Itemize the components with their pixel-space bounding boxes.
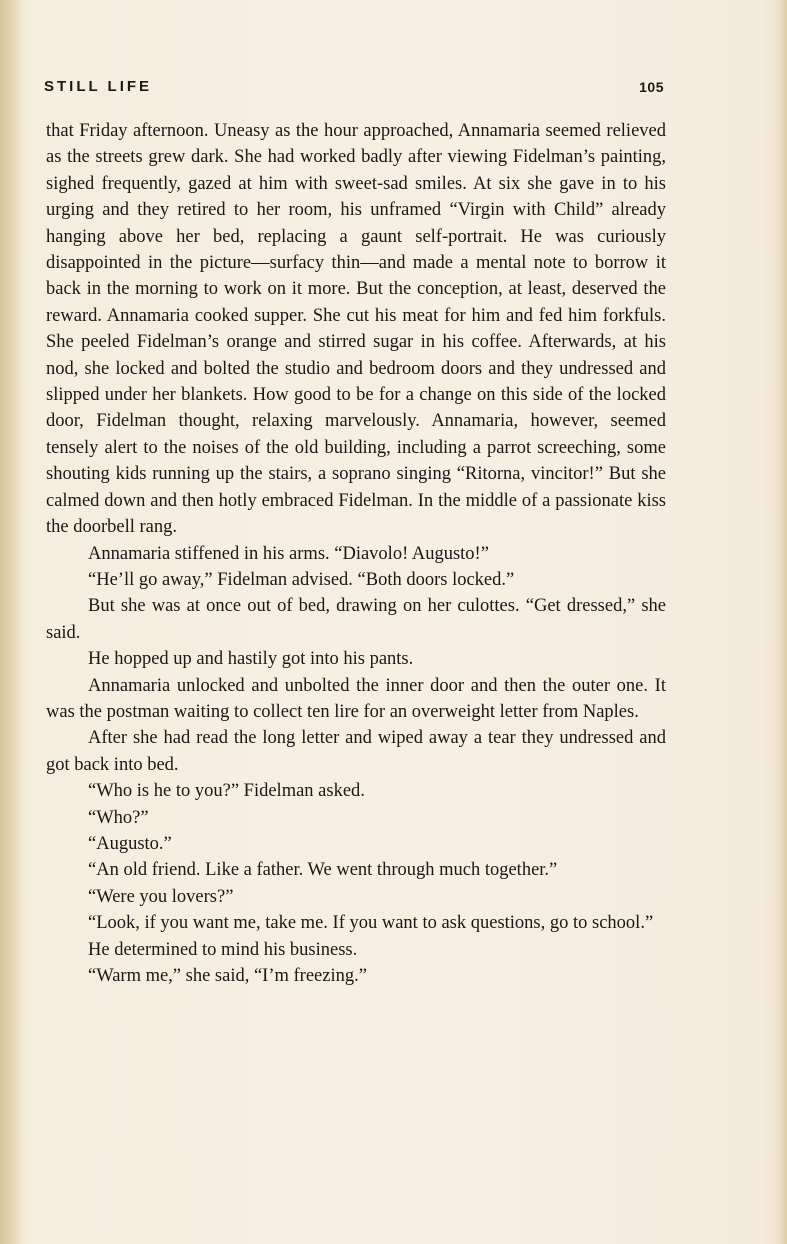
paragraph: “Look, if you want me, take me. If you want to ask questions, go to school.” <box>88 913 654 934</box>
page-edge <box>779 0 787 1244</box>
paragraph: But she was at once out of bed, drawing on her culottes. “Get dressed,” she said. <box>46 596 666 643</box>
paragraph: Annamaria unlocked and unbolted the inner door and then the outer one. It was the postman waiting to collect ten lire for an overweight letter from Naples. <box>46 675 666 722</box>
paragraph: Annamaria stiffened in his arms. “Diavolo! Augusto!” <box>88 543 489 564</box>
spine-shadow <box>0 0 22 1244</box>
running-title: STILL LIFE <box>44 78 153 95</box>
paragraph: He hopped up and hastily got into his pants. <box>88 649 414 670</box>
page-number: 105 <box>639 79 664 95</box>
running-head <box>44 78 664 100</box>
paragraph: “Were you lovers?” <box>88 886 234 907</box>
paragraph: “He’ll go away,” Fidelman advised. “Both doors locked.” <box>88 569 515 590</box>
paragraph: He determined to mind his business. <box>88 939 358 960</box>
paragraph: “An old friend. Like a father. We went through much together.” <box>88 860 558 881</box>
body-text <box>46 118 666 989</box>
paragraph: “Who?” <box>88 807 149 828</box>
paragraph: “Warm me,” she said, “I’m freezing.” <box>88 966 367 986</box>
paragraph: After she had read the long letter and wiped away a tear they undressed and got back into bed. <box>46 728 666 775</box>
paragraph: “Augusto.” <box>88 833 172 854</box>
paragraph: that Friday afternoon. Uneasy as the hour approached, Annamaria seemed relieved as the streets grew dark. She had worked badly after viewing Fidelman’s painting, sighed frequently, gazed at him with sweet-sad smiles. At six she gave in to his urging and they retired to her room, his unframed “Virgin with Child” already hanging above her bed, replacing a gaunt self-portrait. He was curiously disappointed in the picture—surfacy thin—and made a mental note to borrow it back in the morning to work on it more. But the conception, at least, deserved the reward. Annamaria cooked supper. She cut his meat for him and fed him forkfuls. She peeled Fidelman’s orange and stirred sugar in his coffee. Afterwards, at his nod, she locked and bolted the studio and bedroom doors and they undressed and slipped under her blankets. How good to be for a change on this side of the locked door, Fidelman thought, relaxing marvelously. Annamaria, however, seemed tensely alert to the noises of the old building, including a parrot screeching, some shouting kids running up the stairs, a soprano singing “Ritorna, vincitor!” But she calmed down and then hotly embraced Fidelman. In the middle of a passionate kiss the doorbell rang. <box>46 121 666 538</box>
paragraph: “Who is he to you?” Fidelman asked. <box>88 781 365 802</box>
